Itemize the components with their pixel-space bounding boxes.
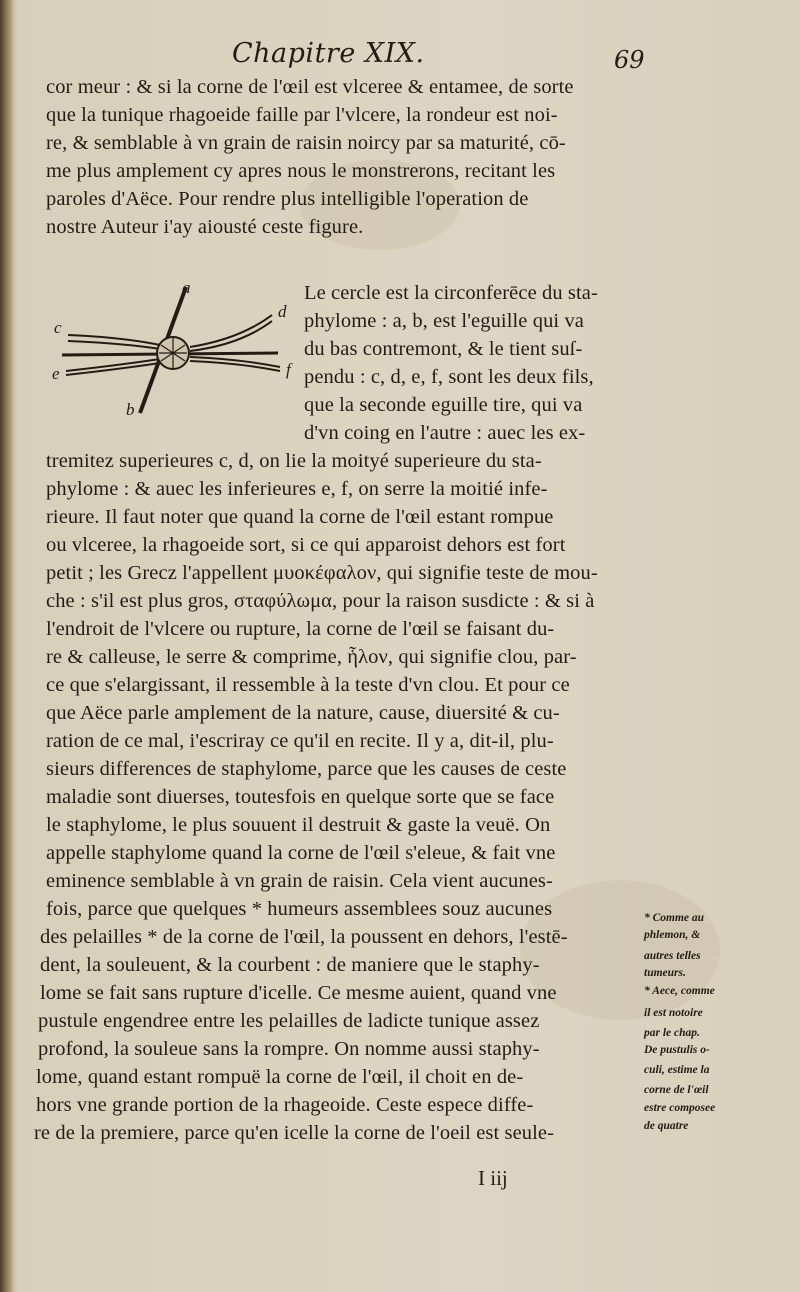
page-number: 69 [614,46,645,74]
staphylome-figure [40,275,310,425]
margin-note-line: * Aece, comme [644,985,715,997]
thread-f2 [190,361,280,371]
margin-note-line: corne de l'œil [644,1084,709,1096]
text-line: profond, la souleue sans la rompre. On nomme aussi staphy- [38,1038,540,1060]
text-line: phylome : & auec les inferieures e, f, on serre la moitié infe- [46,478,548,500]
margin-note-line: par le chap. [644,1027,700,1039]
text-line: ration de ce mal, i'escriray ce qu'il en recite. Il y a, dit-il, plu- [46,730,554,752]
text-line: eminence semblable à vn grain de raisin. Cela vient aucunes- [46,870,553,892]
text-line: dent, la souleuent, & la courbent : de maniere que le staphy- [40,954,540,976]
margin-note-line: culi, estime la [644,1064,710,1076]
text-line: phylome : a, b, est l'eguille qui va [304,310,584,332]
text-line: pendu : c, d, e, f, sont les deux fils, [304,366,594,388]
figure-label-d: d [278,302,287,321]
figure-label-c: c [54,318,62,337]
text-line: hors vne grande portion de la rhageoide. Ceste espece diffe- [36,1094,534,1116]
text-line: me plus amplement cy apres nous le monstrerons, recitant les [46,160,556,182]
text-line: rieure. Il faut noter que quand la corne de l'œil estant rompue [46,506,554,528]
book-binding-shadow [0,0,14,1292]
margin-note-line: * Comme au [644,912,705,924]
margin-note-line: tumeurs. [644,967,686,979]
text-line: appelle staphylome quand la corne de l'œil s'eleue, & fait vne [46,842,556,864]
margin-note-line: autres telles [644,950,701,962]
text-line: des pelailles * de la corne de l'œil, la poussent en dehors, l'estē- [40,926,568,948]
text-line: que la tunique rhagoeide faille par l'vlcere, la rondeur est noi- [46,104,558,126]
text-line: que la seconde eguille tire, qui va [304,394,583,416]
text-line: che : s'il est plus gros, σταφύλωμα, pour la raison susdicte : & si à [46,590,595,612]
margin-note-line: de quatre [644,1120,689,1132]
page-header [0,38,800,78]
text-line: tremitez superieures c, d, on lie la moityé superieure du sta- [46,450,542,472]
figure-label-b: b [126,400,135,419]
text-line: re, & semblable à vn grain de raisin noircy par sa maturité, cō- [46,132,566,154]
text-line: pustule engendree entre les pelailles de ladicte tunique assez [38,1010,540,1032]
text-line: que Aëce parle amplement de la nature, cause, diuersité & cu- [46,702,560,724]
margin-note-line: phlemon, & [644,929,701,941]
text-line: paroles d'Aëce. Pour rendre plus intelligible l'operation de [46,188,529,210]
text-line: sieurs differences de staphylome, parce que les causes de ceste [46,758,567,780]
margin-note-line: estre composee [644,1102,716,1114]
text-line: du bas contremont, & le tient suſ- [304,338,583,360]
text-line: l'endroit de l'vlcere ou rupture, la corne de l'œil se faisant du- [46,618,555,640]
text-line: re de la premiere, parce qu'en icelle la corne de l'oeil est seule- [34,1122,555,1144]
figure-label-f: f [286,360,291,379]
running-title: Chapitre XIX. [232,38,425,69]
signature-mark: I iij [478,1166,508,1190]
text-line: lome, quand estant rompuë la corne de l'œil, il choit en de- [36,1066,524,1088]
margin-note-line: il est notoire [644,1007,703,1019]
text-line: petit ; les Grecz l'appellent μυοκέφαλον, qui signifie teste de mou- [46,562,598,584]
text-line: re & calleuse, le serre & comprime, ἧλον, qui signifie clou, par- [46,646,577,668]
margin-note-line: De pustulis o- [644,1044,710,1056]
text-line: ou vlceree, la rhagoeide sort, si ce qui apparoist dehors est fort [46,534,566,556]
text-line: cor meur : & si la corne de l'œil est vlceree & entamee, de sorte [46,76,574,98]
text-line: fois, parce que quelques * humeurs assemblees souz aucunes [46,898,553,920]
text-line: ce que s'elargissant, il ressemble à la teste d'vn clou. Et pour ce [46,674,570,696]
text-line: maladie sont diuerses, toutesfois en quelque sorte que se face [46,786,555,808]
text-line: d'vn coing en l'autre : auec les ex- [304,422,586,444]
figure-label-a: a [182,278,191,297]
text-line: lome se fait sans rupture d'icelle. Ce mesme auient, quand vne [40,982,557,1004]
text-line: nostre Auteur i'ay aiousté ceste figure. [46,216,364,238]
figure-label-e: e [52,364,60,383]
text-line: le staphylome, le plus souuent il destruit & gaste la veuë. On [46,814,551,836]
text-line: Le cercle est la circonferēce du sta- [304,282,598,304]
